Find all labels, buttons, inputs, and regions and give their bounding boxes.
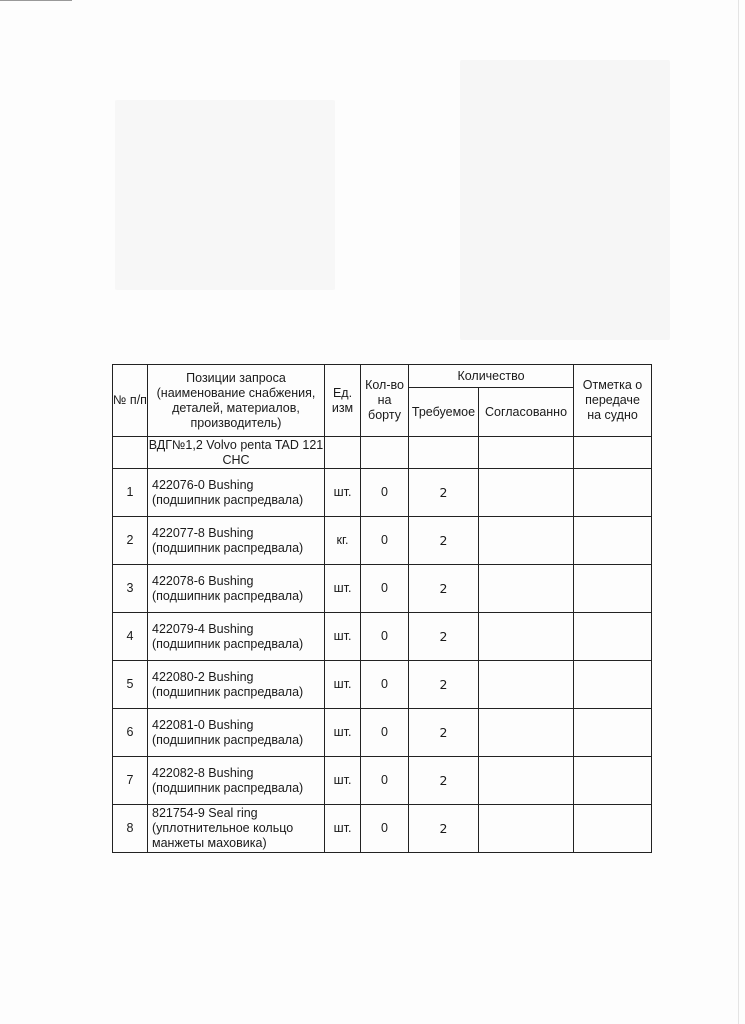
section-row	[113, 437, 652, 469]
item-description: (подшипник распредвала)	[152, 540, 304, 555]
row-item-name	[148, 613, 325, 661]
row-on-board: 0	[361, 757, 409, 805]
header-number: № п/п	[113, 365, 148, 437]
row-transfer-mark	[574, 517, 652, 565]
table-row	[113, 661, 652, 709]
row-transfer-mark	[574, 805, 652, 853]
header-item-name: Позиции запроса (наименование снабжения, деталей, материалов, производитель)	[148, 365, 325, 437]
item-description: (уплотнительное кольцо манжеты маховика)	[152, 821, 294, 850]
row-agreed	[479, 709, 574, 757]
item-code: 422079-4 Bushing	[152, 621, 254, 636]
row-number: 5	[113, 661, 148, 709]
row-agreed	[479, 805, 574, 853]
row-transfer-mark	[574, 613, 652, 661]
item-code: 422076-0 Bushing	[152, 477, 254, 492]
row-agreed	[479, 757, 574, 805]
row-unit: шт.	[325, 565, 361, 613]
table-row	[113, 805, 652, 853]
row-agreed	[479, 517, 574, 565]
row-item-name	[148, 757, 325, 805]
row-on-board: 0	[361, 565, 409, 613]
row-on-board: 0	[361, 613, 409, 661]
row-required: 2	[409, 469, 479, 517]
bleed-through-mark	[460, 60, 670, 340]
header-quantity: Количество	[409, 365, 574, 388]
row-number: 3	[113, 565, 148, 613]
row-item-name	[148, 565, 325, 613]
row-unit: шт.	[325, 613, 361, 661]
row-transfer-mark	[574, 757, 652, 805]
request-table	[112, 364, 652, 853]
row-required: 2	[409, 709, 479, 757]
item-description: (подшипник распредвала)	[152, 588, 304, 603]
row-required: 2	[409, 613, 479, 661]
table-row	[113, 613, 652, 661]
top-edge-line	[0, 0, 72, 1]
row-number: 7	[113, 757, 148, 805]
row-transfer-mark	[574, 709, 652, 757]
row-on-board: 0	[361, 661, 409, 709]
row-item-name	[148, 805, 325, 853]
row-transfer-mark	[574, 661, 652, 709]
item-description: (подшипник распредвала)	[152, 780, 304, 795]
item-description: (подшипник распредвала)	[152, 684, 304, 699]
row-agreed	[479, 469, 574, 517]
row-item-name	[148, 517, 325, 565]
row-transfer-mark	[574, 469, 652, 517]
row-unit: шт.	[325, 805, 361, 853]
row-number: 8	[113, 805, 148, 853]
item-code: 422078-6 Bushing	[152, 573, 254, 588]
row-item-name	[148, 661, 325, 709]
row-number: 2	[113, 517, 148, 565]
item-description: (подшипник распредвала)	[152, 732, 304, 747]
item-description: (подшипник распредвала)	[152, 492, 304, 507]
item-code: 422082-8 Bushing	[152, 765, 254, 780]
item-description: (подшипник распредвала)	[152, 636, 304, 651]
page-edge-line	[738, 0, 739, 1024]
row-required: 2	[409, 517, 479, 565]
row-required: 2	[409, 805, 479, 853]
section-title: ВДГ№1,2 Volvo penta TAD 121 CHC	[148, 437, 324, 467]
row-transfer-mark	[574, 565, 652, 613]
row-on-board: 0	[361, 709, 409, 757]
row-number: 4	[113, 613, 148, 661]
row-unit: шт.	[325, 661, 361, 709]
item-code: 422077-8 Bushing	[152, 525, 254, 540]
table-row	[113, 709, 652, 757]
row-on-board: 0	[361, 469, 409, 517]
item-code: 422080-2 Bushing	[152, 669, 254, 684]
row-number: 1	[113, 469, 148, 517]
row-agreed	[479, 613, 574, 661]
row-unit: шт.	[325, 469, 361, 517]
table-row	[113, 517, 652, 565]
item-code: 821754-9 Seal ring	[152, 806, 258, 820]
header-agreed: Согласованно	[479, 388, 574, 437]
header-unit: Ед. изм	[325, 365, 361, 437]
row-unit: шт.	[325, 757, 361, 805]
table-row	[113, 565, 652, 613]
row-unit: кг.	[325, 517, 361, 565]
header-on-board: Кол-во на борту	[361, 365, 409, 437]
row-number: 6	[113, 709, 148, 757]
table-row	[113, 757, 652, 805]
row-required: 2	[409, 565, 479, 613]
item-code: 422081-0 Bushing	[152, 717, 254, 732]
table-row	[113, 469, 652, 517]
row-required: 2	[409, 661, 479, 709]
row-item-name	[148, 469, 325, 517]
row-unit: шт.	[325, 709, 361, 757]
row-on-board: 0	[361, 517, 409, 565]
row-agreed	[479, 565, 574, 613]
row-on-board: 0	[361, 805, 409, 853]
header-transfer-mark: Отметка о передаче на судно	[574, 365, 652, 437]
row-item-name	[148, 709, 325, 757]
row-agreed	[479, 661, 574, 709]
bleed-through-mark	[115, 100, 335, 290]
header-required: Требуемое	[409, 388, 479, 437]
row-required: 2	[409, 757, 479, 805]
